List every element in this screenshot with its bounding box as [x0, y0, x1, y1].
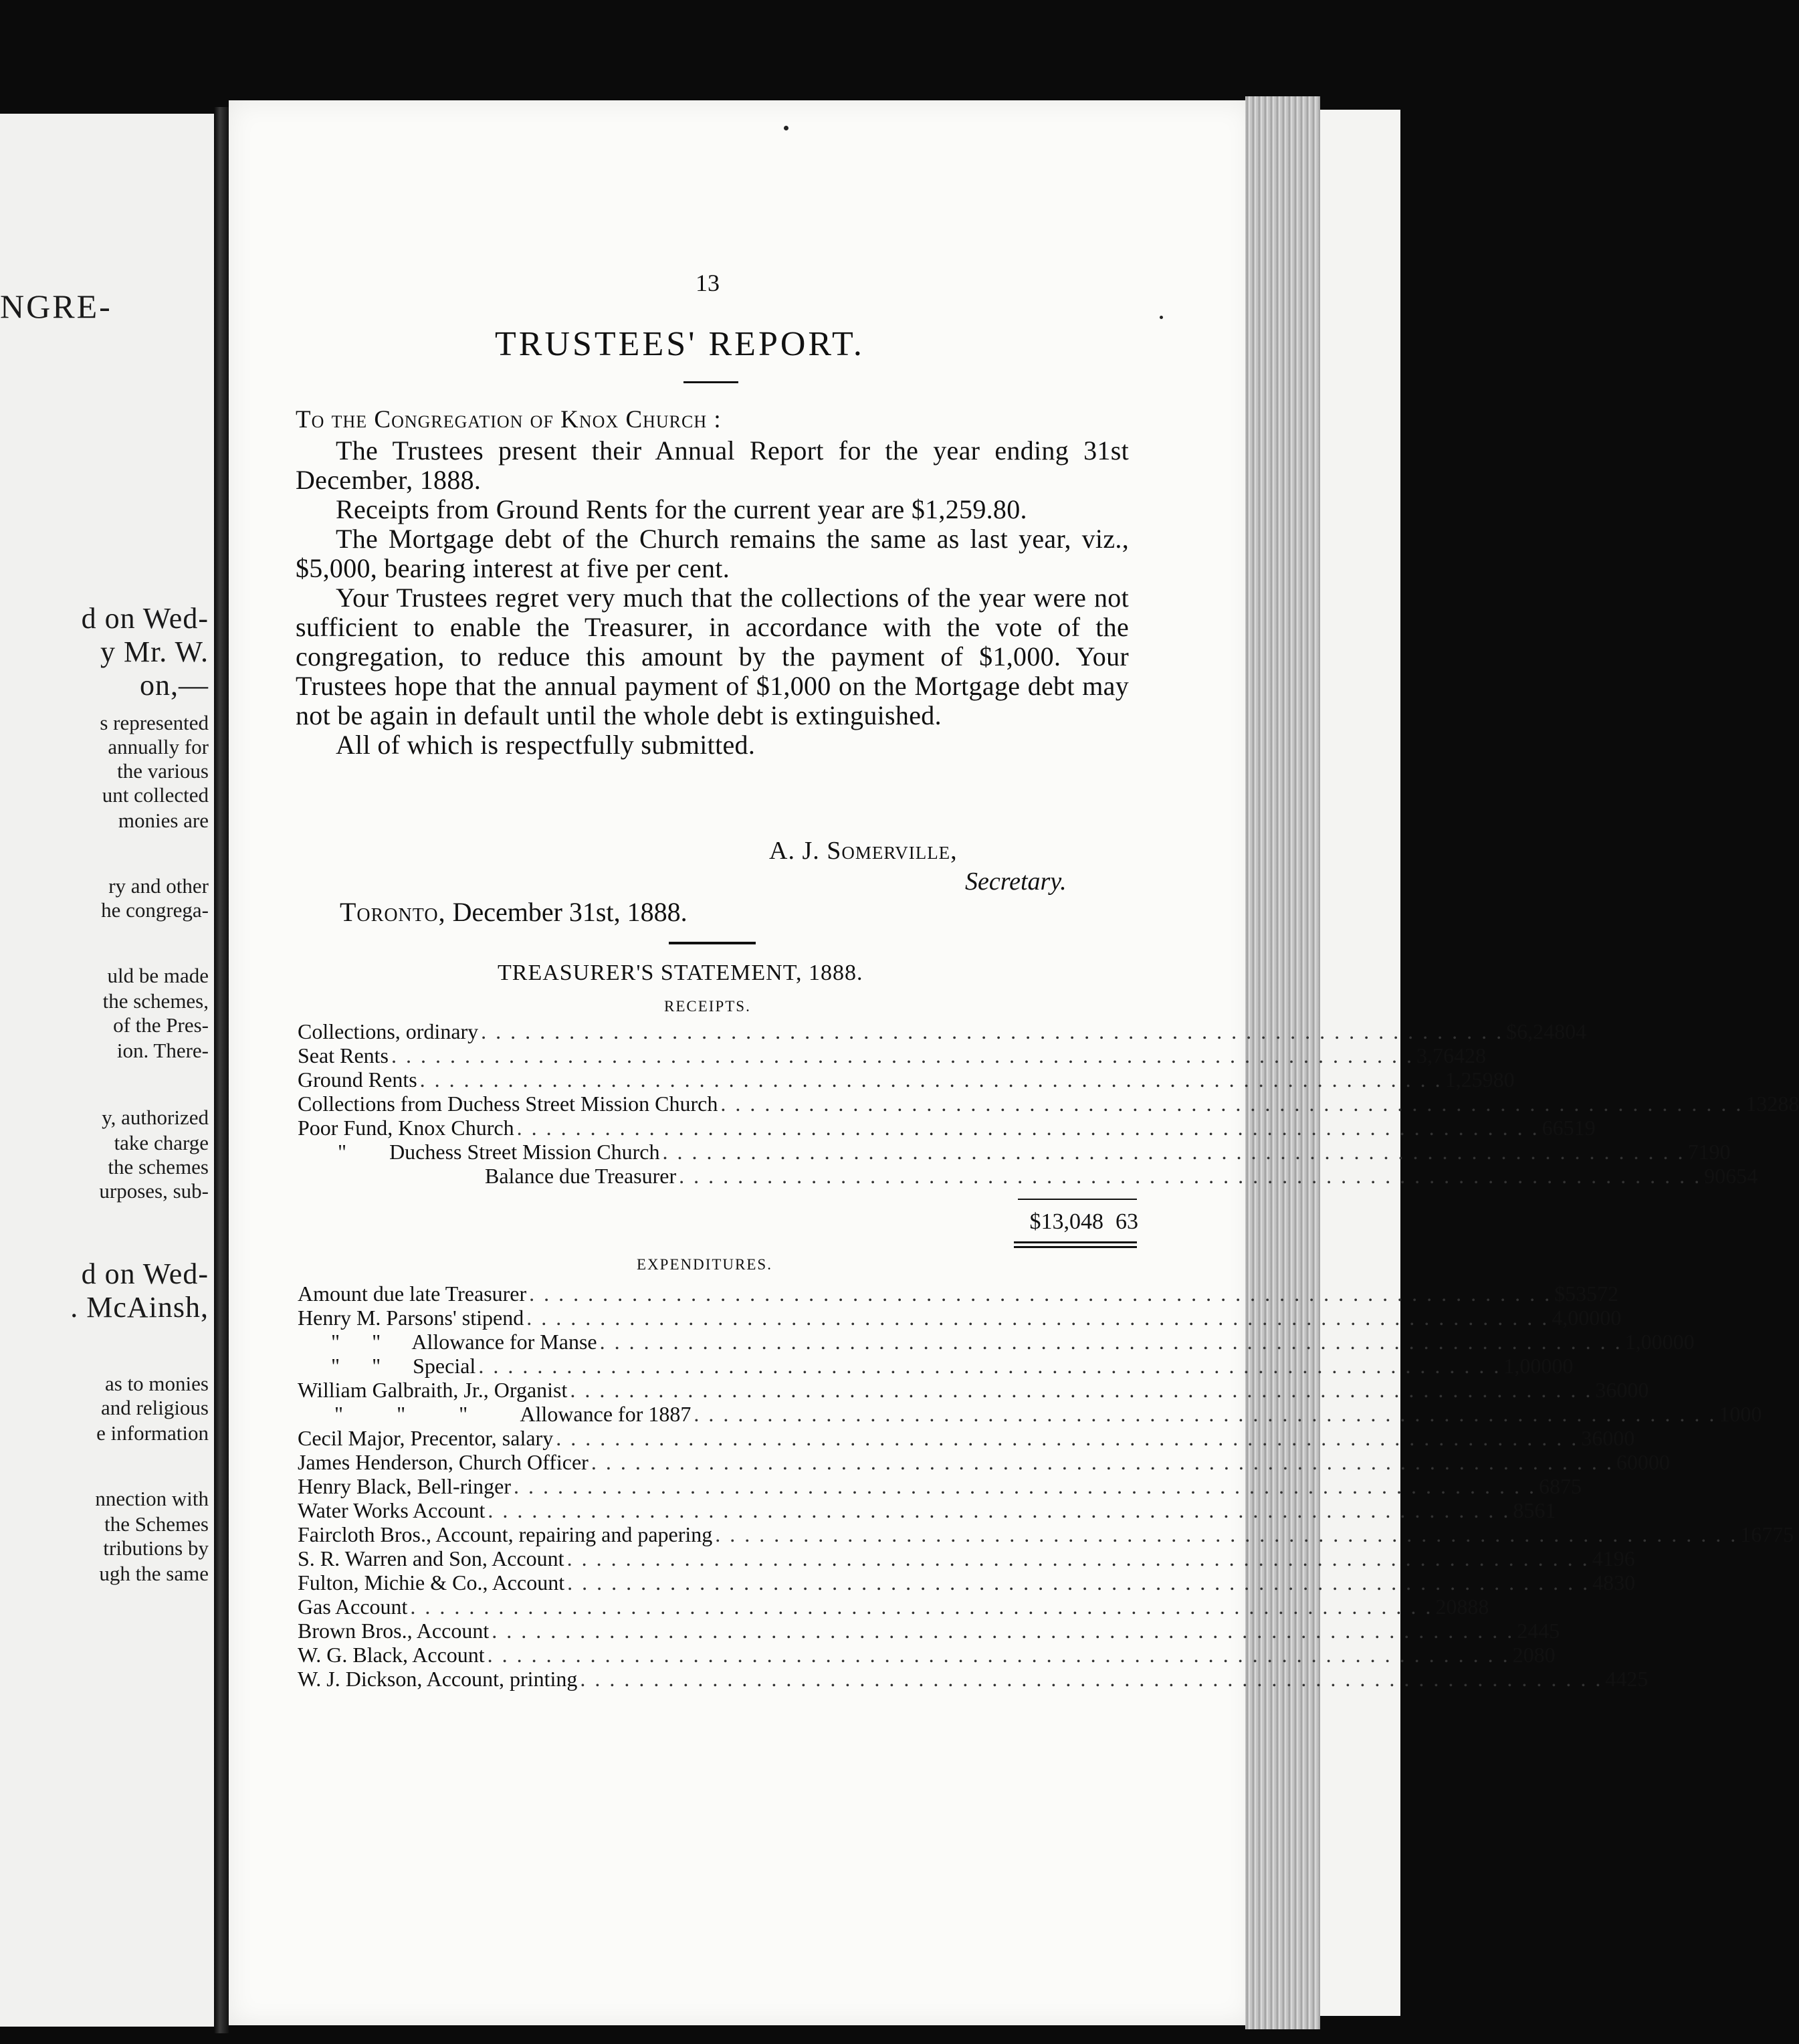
ledger-dollars: 1,000	[1624, 1330, 1673, 1354]
left-page-fragment: tributions by	[103, 1536, 209, 1560]
ledger-row	[298, 1092, 1799, 1116]
ledger-row	[298, 1116, 1596, 1140]
ledger-dollars: 132	[1745, 1092, 1778, 1116]
ledger-cents: 80	[1493, 1067, 1515, 1092]
leader-dots: . . . . . . . . . . . . . . . . . . . . . . . . . . . . . . . . . . . . . . . . . . . . . . . . . . . . . . . . . . . . . . . . . . . . . .	[526, 1306, 1550, 1330]
ledger-label: W. J. Dickson, Account, printing	[298, 1667, 578, 1691]
ledger-row	[298, 1474, 1582, 1498]
subtotal-rule	[1018, 1199, 1137, 1200]
leader-dots: . . . . . . . . . . . . . . . . . . . . . . . . . . . . . . . . . . . . . . . . . . . . . . . . . . . . . . . . . . . . . . . . . . . . . .	[720, 1092, 1743, 1116]
ledger-row	[298, 1667, 1649, 1691]
ledger-label: Faircloth Bros., Account, repairing and papering	[298, 1522, 713, 1546]
ledger-dollars: 360	[1581, 1426, 1614, 1450]
ledger-label: Amount due late Treasurer	[298, 1282, 527, 1306]
ledger-cents: 00	[1648, 1450, 1670, 1474]
left-page-fragment: on,—	[140, 669, 209, 702]
ledger-row	[298, 1378, 1649, 1402]
ledger-cents: 28	[1464, 1043, 1486, 1067]
left-page-fragment: uld be made	[107, 964, 209, 987]
ledger-cents: 88	[1467, 1595, 1489, 1619]
ledger-dollars: 906	[1704, 1164, 1737, 1188]
ledger-row	[298, 1595, 1489, 1619]
signature-title: Secretary.	[965, 867, 1067, 896]
ledger-dollars: 68	[1539, 1474, 1560, 1498]
ledger-label: William Galbraith, Jr., Organist	[298, 1378, 568, 1402]
left-page-fragment: take charge	[114, 1131, 209, 1154]
ledger-dollars: $6,248	[1506, 1019, 1566, 1043]
total-dollars: $13,048	[1029, 1209, 1103, 1234]
signature-name: A. J. Somerville,	[769, 837, 958, 865]
leader-dots: . . . . . . . . . . . . . . . . . . . . . . . . . . . . . . . . . . . . . . . . . . . . . . . . . . . . . . . . . . . . . . . . . . . . . .	[556, 1426, 1579, 1450]
left-page-fragment: urposes, sub-	[99, 1179, 209, 1203]
ledger-dollars: 1,259	[1445, 1067, 1493, 1092]
ledger-row	[298, 1067, 1515, 1092]
left-page-fragment: as to monies	[105, 1372, 209, 1395]
statement-title: TREASURER'S STATEMENT, 1888.	[498, 960, 863, 985]
ledger-row	[298, 1619, 1560, 1643]
leader-dots: . . . . . . . . . . . . . . . . . . . . . . . . . . . . . . . . . . . . . . . . . . . . . . . . . . . . . . . . . . . . . . . . . . . . . .	[488, 1498, 1511, 1522]
leader-dots: . . . . . . . . . . . . . . . . . . . . . . . . . . . . . . . . . . . . . . . . . . . . . . . . . . . . . . . . . . . . . . . . . . . . . .	[516, 1116, 1540, 1140]
left-page-fragment: of the Pres-	[113, 1013, 209, 1037]
receipts-ledger	[298, 1019, 1799, 1188]
ledger-label: Ground Rents	[298, 1067, 417, 1092]
ledger-dollars: 665	[1542, 1116, 1574, 1140]
total-cents: 63	[1116, 1209, 1138, 1234]
leader-dots: . . . . . . . . . . . . . . . . . . . . . . . . . . . . . . . . . . . . . . . . . . . . . . . . . . . . . . . . . . . . . . . . . . . . . .	[591, 1450, 1614, 1474]
ledger-label: Gas Account	[298, 1595, 408, 1619]
left-page-fragment: he congrega-	[101, 898, 209, 922]
left-page-fragment: ion. There-	[116, 1039, 209, 1062]
ledger-dollars: 85	[1513, 1498, 1535, 1522]
ledger-label: " " " Allowance for 1887	[334, 1402, 692, 1426]
ledger-row	[298, 1426, 1635, 1450]
left-page-fragment: the Schemes	[104, 1512, 209, 1536]
ledger-label: Henry Black, Bell-ringer	[298, 1474, 511, 1498]
ledger-cents: 00	[1673, 1330, 1695, 1354]
speck	[784, 126, 788, 130]
page-title: TRUSTEES' REPORT.	[495, 325, 865, 363]
ledger-row	[298, 1546, 1635, 1570]
ledger-dollars: 41	[1592, 1546, 1614, 1570]
ledger-label: Brown Bros., Account	[298, 1619, 490, 1643]
ledger-cents: 96	[1613, 1546, 1635, 1570]
ledger-label: Seat Rents	[298, 1043, 389, 1067]
ledger-dollars: 48	[1592, 1570, 1614, 1595]
leader-dots: . . . . . . . . . . . . . . . . . . . . . . . . . . . . . . . . . . . . . . . . . . . . . . . . . . . . . . . . . . . . . . . . . . . . . .	[410, 1595, 1433, 1619]
page-number: 13	[696, 270, 720, 296]
leader-dots: . . . . . . . . . . . . . . . . . . . . . . . . . . . . . . . . . . . . . . . . . . . . . . . . . . . . . . . . . . . . . . . . . . . . . .	[599, 1330, 1622, 1354]
ledger-cents: 00	[1552, 1354, 1574, 1378]
ledger-dollars: 10	[1719, 1402, 1741, 1426]
ledger-dollars: 20	[1512, 1643, 1534, 1667]
leader-dots: . . . . . . . . . . . . . . . . . . . . . . . . . . . . . . . . . . . . . . . . . . . . . . . . . . . . . . . . . . . . . . . . . . . . . .	[715, 1522, 1738, 1546]
paragraph: Receipts from Ground Rents for the current year are $1,259.80.	[336, 494, 1027, 524]
leader-dots: . . . . . . . . . . . . . . . . . . . . . . . . . . . . . . . . . . . . . . . . . . . . . . . . . . . . . . . . . . . . . . . . . . . . . .	[566, 1546, 1590, 1570]
leader-dots: . . . . . . . . . . . . . . . . . . . . . . . . . . . . . . . . . . . . . . . . . . . . . . . . . . . . . . . . . . . . . . . . . . . . . .	[391, 1043, 1414, 1067]
left-page-fragment: the schemes	[108, 1155, 209, 1179]
ledger-label: Collections, ordinary	[298, 1019, 479, 1043]
left-page-fragment: y, authorized	[102, 1106, 209, 1129]
ledger-cents: 19	[1574, 1116, 1596, 1140]
ledger-label: S. R. Warren and Son, Account	[298, 1546, 564, 1570]
book-gutter	[214, 107, 229, 2033]
left-page-fragment: the various	[117, 759, 209, 783]
receipts-heading: RECEIPTS.	[664, 998, 751, 1015]
ledger-cents: 00	[1627, 1378, 1649, 1402]
ledger-cents: 45	[1538, 1619, 1560, 1643]
paragraph: The Mortgage debt of the Church remains the same as last year, viz., $5,000, bearing interest at five per cent.	[296, 524, 1129, 583]
ledger-label: Water Works Account	[298, 1498, 486, 1522]
ledger-cents: 54	[1736, 1164, 1758, 1188]
left-page-fragment: annually for	[108, 735, 209, 758]
place: Toronto,	[340, 897, 446, 927]
date: December 31st, 1888.	[452, 897, 687, 927]
speck	[1160, 316, 1163, 319]
ledger-row	[298, 1306, 1622, 1330]
left-page-fragment: unt collected	[102, 783, 209, 807]
ledger-label: " " Special	[331, 1354, 476, 1378]
left-page-fragment: . McAinsh,	[70, 1291, 209, 1324]
leader-dots: . . . . . . . . . . . . . . . . . . . . . . . . . . . . . . . . . . . . . . . . . . . . . . . . . . . . . . . . . . . . . . . . . . . . . .	[487, 1643, 1510, 1667]
ledger-cents: 61	[1534, 1498, 1556, 1522]
ledger-label: Henry M. Parsons' stipend	[298, 1306, 524, 1330]
leader-dots: . . . . . . . . . . . . . . . . . . . . . . . . . . . . . . . . . . . . . . . . . . . . . . . . . . . . . . . . . . . . . . . . . . . . . .	[481, 1019, 1504, 1043]
ledger-dollars: 24	[1517, 1619, 1539, 1643]
ledger-cents: 00	[1600, 1306, 1622, 1330]
receipts-total	[1018, 1209, 1138, 1235]
adjacent-left-page	[0, 114, 214, 2027]
ledger-row	[298, 1282, 1619, 1306]
left-page-fragment: y Mr. W.	[100, 635, 209, 668]
salutation: To the Congregation of Knox Church :	[296, 406, 722, 433]
ledger-dollars: 71	[1687, 1140, 1709, 1164]
left-page-fragment: ugh the same	[99, 1562, 209, 1585]
ledger-label: James Henderson, Church Officer	[298, 1450, 589, 1474]
title-rule	[683, 381, 738, 383]
left-page-fragment: and religious	[101, 1396, 209, 1419]
left-page-fragment: nnection with	[95, 1487, 209, 1510]
left-page-fragment: NGRE-	[0, 288, 112, 325]
ledger-row	[298, 1354, 1574, 1378]
ledger-row	[298, 1043, 1486, 1067]
ledger-row	[298, 1450, 1670, 1474]
ledger-label: " Duchess Street Mission Church	[338, 1140, 660, 1164]
ledger-dollars: 1,000	[1503, 1354, 1552, 1378]
ledger-dollars: 208	[1435, 1595, 1468, 1619]
ledger-cents: 00	[1613, 1426, 1635, 1450]
leader-dots: . . . . . . . . . . . . . . . . . . . . . . . . . . . . . . . . . . . . . . . . . . . . . . . . . . . . . . . . . . . . . . . . . . . . . .	[478, 1354, 1501, 1378]
ledger-cents: 90	[1709, 1140, 1731, 1164]
ledger-row	[298, 1402, 1762, 1426]
ledger-cents: 30	[1614, 1570, 1636, 1595]
ledger-dollars: $535	[1554, 1282, 1598, 1306]
ledger-dollars: 3,764	[1416, 1043, 1465, 1067]
ledger-row	[298, 1140, 1731, 1164]
ledger-cents: 80	[1533, 1643, 1556, 1667]
leader-dots: . . . . . . . . . . . . . . . . . . . . . . . . . . . . . . . . . . . . . . . . . . . . . . . . . . . . . . . . . . . . . . . . . . . . . .	[570, 1378, 1593, 1402]
left-page-fragment: e information	[96, 1421, 209, 1445]
ledger-cents: 04	[1565, 1019, 1587, 1043]
ledger-label: Cecil Major, Precentor, salary	[298, 1426, 554, 1450]
total-double-rule	[1014, 1241, 1137, 1243]
ledger-label: W. G. Black, Account	[298, 1643, 485, 1667]
left-page-fragment: d on Wed-	[81, 1257, 209, 1290]
leader-dots: . . . . . . . . . . . . . . . . . . . . . . . . . . . . . . . . . . . . . . . . . . . . . . . . . . . . . . . . . . . . . . . . . . . . . .	[419, 1067, 1443, 1092]
leader-dots: . . . . . . . . . . . . . . . . . . . . . . . . . . . . . . . . . . . . . . . . . . . . . . . . . . . . . . . . . . . . . . . . . . . . . .	[567, 1570, 1590, 1595]
ledger-label: Poor Fund, Knox Church	[298, 1116, 514, 1140]
section-rule	[669, 942, 756, 944]
ledger-row	[298, 1164, 1758, 1188]
ledger-cents: 00	[1740, 1402, 1762, 1426]
ledger-dollars: 44	[1605, 1667, 1627, 1691]
ledger-cents: 88	[1778, 1092, 1799, 1116]
paragraph: All of which is respectfully submitted.	[336, 730, 756, 760]
leader-dots: . . . . . . . . . . . . . . . . . . . . . . . . . . . . . . . . . . . . . . . . . . . . . . . . . . . . . . . . . . . . . . . . . . . . . .	[694, 1402, 1717, 1426]
left-page-fragment: monies are	[118, 809, 209, 832]
ledger-row	[298, 1522, 1794, 1546]
left-page-fragment: the schemes,	[102, 989, 209, 1013]
report-body	[296, 436, 1129, 760]
ledger-row	[298, 1570, 1636, 1595]
paragraph: The Trustees present their Annual Report for the year ending 31st December, 1888.	[296, 435, 1129, 495]
ledger-cents: 75	[1772, 1522, 1794, 1546]
left-page-fragment: d on Wed-	[81, 602, 209, 635]
leader-dots: . . . . . . . . . . . . . . . . . . . . . . . . . . . . . . . . . . . . . . . . . . . . . . . . . . . . . . . . . . . . . . . . . . . . . .	[514, 1474, 1536, 1498]
place-date	[340, 896, 687, 928]
ledger-label: Collections from Duchess Street Mission Church	[298, 1092, 718, 1116]
ledger-dollars: 360	[1595, 1378, 1628, 1402]
ledger-label: Balance due Treasurer	[485, 1164, 677, 1188]
ledger-label: " " Allowance for Manse	[331, 1330, 597, 1354]
expenditures-ledger	[298, 1282, 1794, 1691]
ledger-dollars: 167	[1740, 1522, 1773, 1546]
leader-dots: . . . . . . . . . . . . . . . . . . . . . . . . . . . . . . . . . . . . . . . . . . . . . . . . . . . . . . . . . . . . . . . . . . . . . .	[662, 1140, 1685, 1164]
total-double-rule	[1014, 1246, 1137, 1248]
ledger-row	[298, 1498, 1556, 1522]
leader-dots: . . . . . . . . . . . . . . . . . . . . . . . . . . . . . . . . . . . . . . . . . . . . . . . . . . . . . . . . . . . . . . . . . . . . . .	[492, 1619, 1515, 1643]
expenditures-heading: EXPENDITURES.	[637, 1256, 772, 1273]
ledger-row	[298, 1330, 1695, 1354]
left-page-fragment: ry and other	[108, 874, 209, 898]
ledger-row	[298, 1643, 1556, 1667]
ledger-cents: 75	[1560, 1474, 1582, 1498]
leader-dots: . . . . . . . . . . . . . . . . . . . . . . . . . . . . . . . . . . . . . . . . . . . . . . . . . . . . . . . . . . . . . . . . . . . . . .	[679, 1164, 1702, 1188]
paragraph: Your Trustees regret very much that the collections of the year were not sufficient to enable the Treasurer, in accordance with the vote of the congregation, to reduce this amount by the payment of $1,000. Your Trustees hope that the annual payment of $1,000 on the Mortgage debt may not be again in default until the whole debt is extinguished.	[296, 583, 1129, 730]
leader-dots: . . . . . . . . . . . . . . . . . . . . . . . . . . . . . . . . . . . . . . . . . . . . . . . . . . . . . . . . . . . . . . . . . . . . . .	[580, 1667, 1603, 1691]
ledger-cents: 25	[1626, 1667, 1649, 1691]
ledger-dollars: 4,000	[1552, 1306, 1600, 1330]
left-page-fragment: s represented	[100, 711, 209, 734]
leader-dots: . . . . . . . . . . . . . . . . . . . . . . . . . . . . . . . . . . . . . . . . . . . . . . . . . . . . . . . . . . . . . . . . . . . . . .	[529, 1282, 1552, 1306]
ledger-label: Fulton, Michie & Co., Account	[298, 1570, 565, 1595]
ledger-cents: 72	[1597, 1282, 1619, 1306]
ledger-dollars: 600	[1616, 1450, 1649, 1474]
ledger-row	[298, 1019, 1587, 1043]
